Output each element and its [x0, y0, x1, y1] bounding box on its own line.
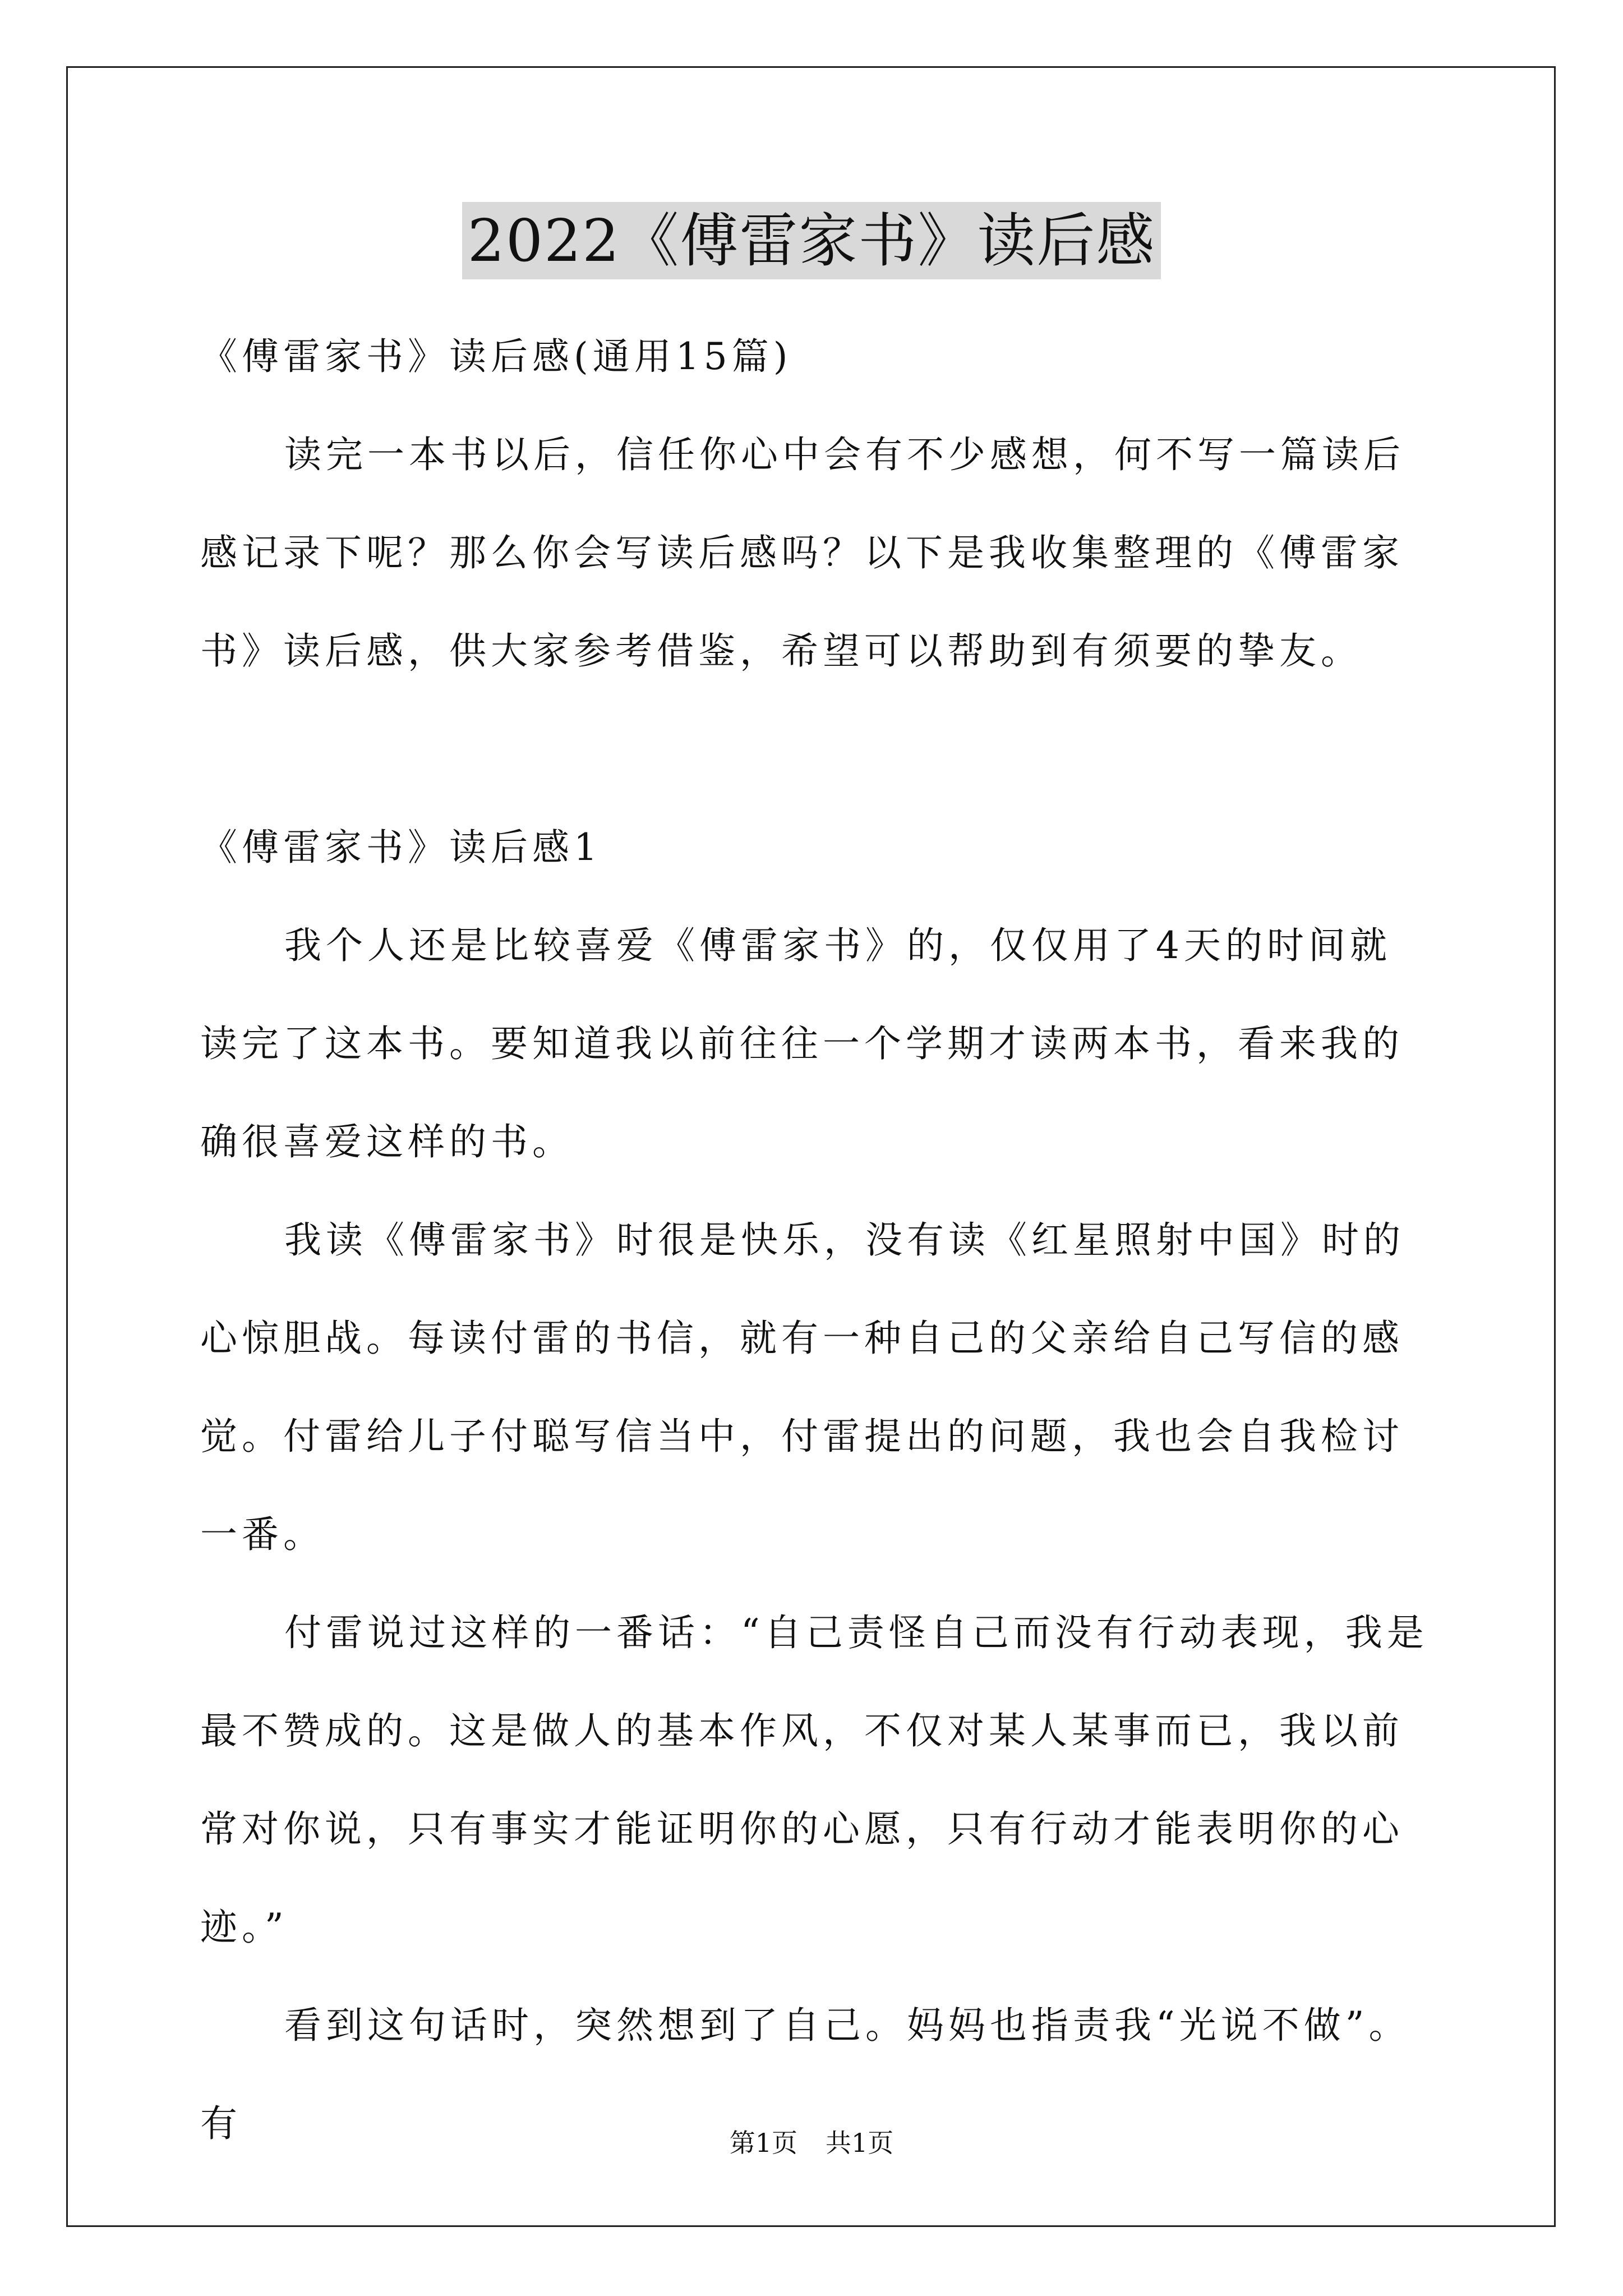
document-subtitle: 《傅雷家书》读后感(通用15篇): [200, 335, 792, 378]
title-container: [0, 202, 1623, 279]
body-paragraph-3: 付雷说过这样的一番话：“自己责怪自己而没有行动表现，我是最不赞成的。这是做人的基本作风，不仅对某人某事而已，我以前常对你说，只有事实才能证明你的心愿，只有行动才能表明你的心迹。”: [200, 1611, 1428, 1949]
page-total: 共1页: [826, 2128, 894, 2158]
document-title: 2022《傅雷家书》读后感: [462, 202, 1161, 279]
intro-paragraph: 读完一本书以后，信任你心中会有不少感想，何不写一篇读后感记录下呢？那么你会写读后感吗？以下是我收集整理的《傅雷家书》读后感，供大家参考借鉴，希望可以帮助到有须要的挚友。: [200, 433, 1405, 673]
page-number: 第1页: [729, 2128, 797, 2158]
page-footer: [0, 2126, 1623, 2160]
section-spacer: [200, 700, 1428, 798]
document-body: [200, 307, 1428, 2173]
body-paragraph-1: 我个人还是比较喜爱《傅雷家书》的，仅仅用了4天的时间就读完了这本书。要知道我以前往往一个学期才读两本书，看来我的确很喜爱这样的书。: [200, 924, 1404, 1163]
body-paragraph-2: 我读《傅雷家书》时很是快乐，没有读《红星照射中国》时的心惊胆战。每读付雷的书信，就有一种自己的父亲给自己写信的感觉。付雷给儿子付聪写信当中，付雷提出的问题，我也会自我检讨一番。: [200, 1218, 1405, 1556]
body-paragraph-4: 看到这句话时，突然想到了自己。妈妈也指责我“光说不做”。有: [200, 2004, 1410, 2145]
section-heading: 《傅雷家书》读后感1: [200, 826, 602, 869]
